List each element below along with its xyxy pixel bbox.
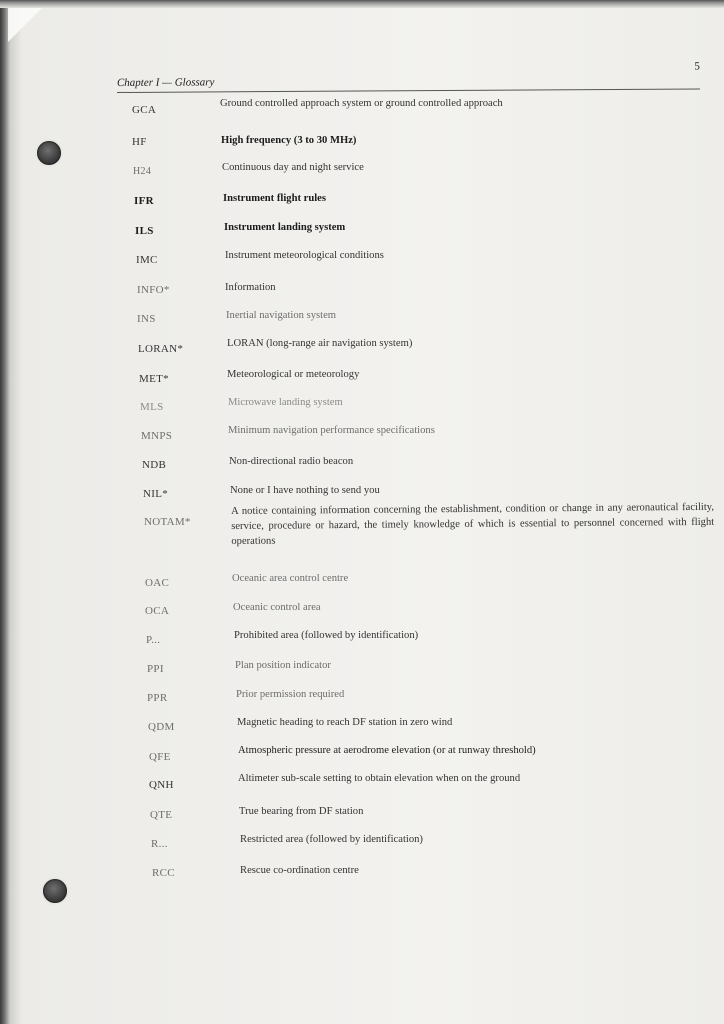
entry-definition: Instrument meteorological conditions [225, 250, 384, 261]
entry-definition: Restricted area (followed by identification) [240, 834, 423, 845]
entry-definition: Oceanic area control centre [232, 573, 349, 584]
entry-abbreviation: MLS [140, 401, 164, 413]
entry-abbreviation: ILS [135, 225, 154, 237]
entry-definition: None or I have nothing to send you [230, 485, 380, 496]
entry-definition: Altimeter sub-scale setting to obtain elevation when on the ground [238, 773, 521, 784]
entry-abbreviation: P... [146, 634, 161, 646]
entry-abbreviation: MET* [139, 373, 169, 385]
entry-abbreviation: NIL* [143, 488, 169, 500]
entry-definition: Minimum navigation performance specifications [228, 425, 435, 436]
entry-definition: Rescue co-ordination centre [240, 865, 359, 876]
entry-definition: Atmospheric pressure at aerodrome elevation (or at runway threshold) [238, 745, 536, 756]
entry-definition: Information [225, 282, 276, 293]
entry-abbreviation: OCA [145, 605, 170, 617]
entry-abbreviation: INS [137, 313, 156, 325]
entry-abbreviation: QNH [149, 779, 174, 791]
page-number: 5 [694, 60, 700, 73]
entry-abbreviation: LORAN* [138, 343, 184, 355]
entry-abbreviation: R... [151, 838, 168, 850]
entry-abbreviation: QDM [148, 721, 175, 733]
entry-definition: Non-directional radio beacon [229, 456, 354, 467]
entry-definition: Instrument flight rules [223, 193, 326, 204]
entry-abbreviation: QFE [149, 751, 171, 763]
entry-definition: High frequency (3 to 30 MHz) [221, 135, 357, 146]
entry-abbreviation: IMC [136, 254, 158, 266]
entry-definition: LORAN (long-range air navigation system) [227, 338, 413, 349]
entry-abbreviation: INFO* [137, 284, 170, 296]
entry-definition: Magnetic heading to reach DF station in zero wind [237, 717, 453, 728]
entry-definition: Meteorological or meteorology [227, 369, 360, 380]
entry-definition: Ground controlled approach system or ground controlled approach [220, 98, 503, 109]
entry-definition: Instrument landing system [224, 222, 346, 233]
entry-abbreviation: OAC [145, 577, 170, 589]
entry-definition: True bearing from DF station [239, 806, 364, 817]
chapter-title: Chapter I — Glossary [116, 76, 215, 90]
entry-abbreviation: NOTAM* [144, 516, 191, 528]
entry-abbreviation: PPR [147, 692, 168, 704]
entry-definition: Prohibited area (followed by identification) [234, 630, 419, 641]
entry-abbreviation: QTE [150, 809, 173, 821]
entry-abbreviation: PPI [147, 663, 164, 675]
entry-abbreviation: H24 [133, 166, 152, 177]
entry-definition: Inertial navigation system [226, 310, 337, 321]
entry-definition: A notice containing information concerning the establishment, condition or change in any aeronautical facility, service, procedure or hazard, the timely knowledge of which is essential to personnel concerned with flight operations [231, 501, 715, 547]
entry-abbreviation: RCC [152, 867, 175, 879]
entry-abbreviation: NDB [142, 459, 167, 471]
entry-definition: Plan position indicator [235, 660, 331, 671]
entry-abbreviation: MNPS [141, 430, 173, 442]
entry-definition: Continuous day and night service [222, 162, 364, 173]
entry-abbreviation: GCA [132, 104, 157, 116]
entry-definition: Oceanic control area [233, 602, 321, 613]
entry-definition: Prior permission required [236, 689, 345, 700]
entry-abbreviation: IFR [134, 195, 154, 207]
entry-definition: Microwave landing system [228, 397, 343, 408]
entry-abbreviation: HF [132, 136, 147, 148]
